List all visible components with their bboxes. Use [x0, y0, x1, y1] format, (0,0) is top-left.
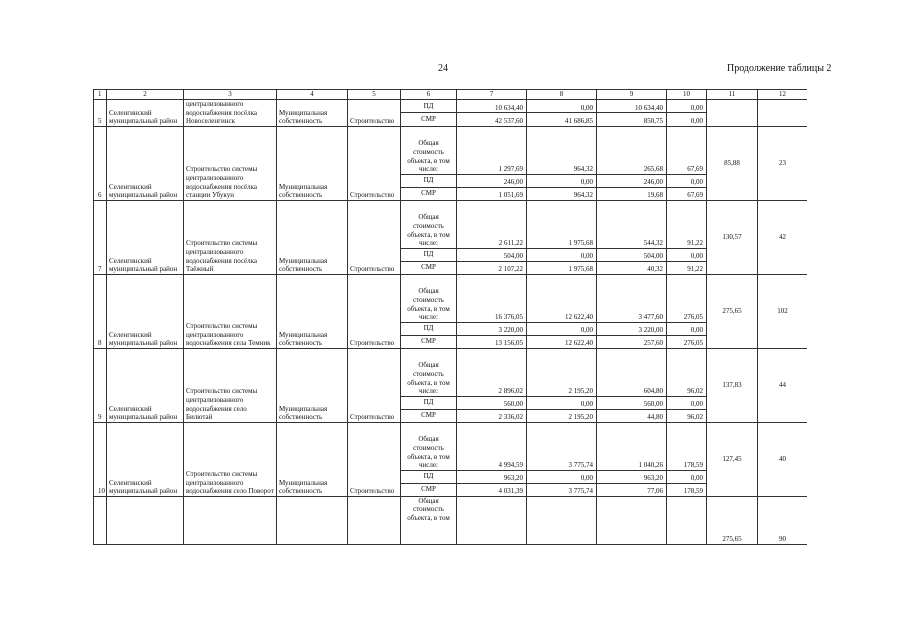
value-cell: 246,00 [457, 174, 527, 187]
value-cell: 10 634,40 [457, 100, 527, 113]
value-cell: 3 775,74 [527, 422, 597, 470]
ownership-cell: Муниципальная собственность [277, 100, 348, 127]
value-cell: 276,05 [667, 274, 707, 322]
project-cell: Строительство системы централизованного водоснабжения посёлка станции Убукун [184, 126, 277, 200]
value-cell: 1 297,69 [457, 126, 527, 174]
value-cell: 67,69 [667, 126, 707, 174]
value-cell: 504,00 [457, 248, 527, 261]
cost-label-pd: ПД [401, 396, 457, 409]
budget-table [93, 89, 807, 545]
value-cell: 0,00 [667, 322, 707, 335]
column-12-value: 102 [758, 274, 808, 348]
table-row [94, 100, 808, 113]
value-cell: 2 195,20 [527, 409, 597, 422]
row-number: 5 [94, 100, 107, 127]
value-cell: 0,00 [667, 248, 707, 261]
value-cell: 0,00 [667, 396, 707, 409]
empty-cell [348, 496, 401, 544]
value-cell: 77,06 [597, 483, 667, 496]
empty-cell [597, 496, 667, 544]
empty-cell [107, 496, 184, 544]
empty-cell [758, 100, 808, 127]
value-cell: 560,00 [457, 396, 527, 409]
column-12-value: 42 [758, 200, 808, 274]
value-cell: 0,00 [527, 248, 597, 261]
column-11-value: 275,65 [707, 496, 758, 544]
column-number: 5 [348, 90, 401, 100]
value-cell: 0,00 [667, 113, 707, 126]
value-cell: 96,02 [667, 348, 707, 396]
value-cell: 276,05 [667, 335, 707, 348]
row-number: 8 [94, 274, 107, 348]
value-cell: 1 040,26 [597, 422, 667, 470]
value-cell: 12 622,40 [527, 274, 597, 322]
ownership-cell: Муниципальная собственность [277, 422, 348, 496]
cost-label-pd: ПД [401, 322, 457, 335]
column-number: 11 [707, 90, 758, 100]
value-cell: 16 376,05 [457, 274, 527, 322]
value-cell: 96,02 [667, 409, 707, 422]
column-number-row [94, 90, 808, 100]
work-type-cell: Строительство [348, 422, 401, 496]
value-cell: 12 622,40 [527, 335, 597, 348]
project-cell: Строительство системы централизованного водоснабжения села Темник [184, 274, 277, 348]
value-cell: 2 107,22 [457, 261, 527, 274]
value-cell: 3 775,74 [527, 483, 597, 496]
value-cell: 4 031,39 [457, 483, 527, 496]
value-cell: 0,00 [527, 100, 597, 113]
row-number: 10 [94, 422, 107, 496]
value-cell: 67,69 [667, 187, 707, 200]
empty-cell [667, 496, 707, 544]
column-number: 3 [184, 90, 277, 100]
table-row [94, 422, 808, 470]
table-row [94, 126, 808, 174]
value-cell: 3 220,00 [597, 322, 667, 335]
cost-label-pd: ПД [401, 470, 457, 483]
value-cell: 178,59 [667, 422, 707, 470]
value-cell: 0,00 [667, 470, 707, 483]
value-cell: 178,59 [667, 483, 707, 496]
value-cell: 41 686,85 [527, 113, 597, 126]
column-number: 8 [527, 90, 597, 100]
table-row [94, 496, 808, 544]
value-cell: 19,68 [597, 187, 667, 200]
value-cell: 91,22 [667, 261, 707, 274]
table-continuation-caption: Продолжение таблицы 2 [727, 63, 832, 74]
value-cell: 0,00 [667, 100, 707, 113]
total-cost-label: Общая стоимость объекта, в том числе: [401, 126, 457, 174]
value-cell: 504,00 [597, 248, 667, 261]
column-number: 6 [401, 90, 457, 100]
value-cell: 3 477,60 [597, 274, 667, 322]
ownership-cell: Муниципальная собственность [277, 348, 348, 422]
work-type-cell: Строительство [348, 274, 401, 348]
ownership-cell: Муниципальная собственность [277, 200, 348, 274]
page-number: 24 [438, 63, 448, 74]
value-cell: 44,80 [597, 409, 667, 422]
table-row [94, 274, 808, 322]
value-cell: 0,00 [527, 470, 597, 483]
value-cell: 257,60 [597, 335, 667, 348]
column-11-value: 85,88 [707, 126, 758, 200]
cost-label-smr: СМР [401, 261, 457, 274]
empty-cell [184, 496, 277, 544]
value-cell: 604,80 [597, 348, 667, 396]
total-cost-label: Общая стоимость объекта, в том числе: [401, 274, 457, 322]
value-cell: 13 156,05 [457, 335, 527, 348]
value-cell: 2 611,22 [457, 200, 527, 248]
value-cell: 0,00 [527, 322, 597, 335]
total-cost-label: Общая стоимость объекта, в том [401, 496, 457, 544]
value-cell: 964,32 [527, 187, 597, 200]
column-11-value: 127,45 [707, 422, 758, 496]
value-cell: 265,68 [597, 126, 667, 174]
cost-label-smr: СМР [401, 483, 457, 496]
column-11-value: 275,65 [707, 274, 758, 348]
value-cell: 2 896,02 [457, 348, 527, 396]
value-cell: 10 634,40 [597, 100, 667, 113]
value-cell: 246,00 [597, 174, 667, 187]
value-cell: 91,22 [667, 200, 707, 248]
district-cell: Селенгинский муниципальный район [107, 126, 184, 200]
column-number: 7 [457, 90, 527, 100]
empty-cell [457, 496, 527, 544]
column-11-value: 130,57 [707, 200, 758, 274]
value-cell: 963,20 [457, 470, 527, 483]
column-12-value: 23 [758, 126, 808, 200]
district-cell: Селенгинский муниципальный район [107, 200, 184, 274]
row-number: 7 [94, 200, 107, 274]
cost-label-pd: ПД [401, 174, 457, 187]
value-cell: 2 195,20 [527, 348, 597, 396]
value-cell: 0,00 [667, 174, 707, 187]
total-cost-label: Общая стоимость объекта, в том числе: [401, 348, 457, 396]
empty-cell [277, 496, 348, 544]
column-number: 1 [94, 90, 107, 100]
budget-table-sheet [93, 89, 807, 568]
empty-cell [94, 496, 107, 544]
value-cell: 850,75 [597, 113, 667, 126]
cost-label-pd: ПД [401, 100, 457, 113]
project-cell: Строительство системы централизованного водоснабжения село Билютай [184, 348, 277, 422]
total-cost-label: Общая стоимость объекта, в том числе: [401, 422, 457, 470]
value-cell: 2 336,02 [457, 409, 527, 422]
ownership-cell: Муниципальная собственность [277, 274, 348, 348]
ownership-cell: Муниципальная собственность [277, 126, 348, 200]
value-cell: 1 975,68 [527, 200, 597, 248]
value-cell: 963,20 [597, 470, 667, 483]
table-row [94, 348, 808, 396]
work-type-cell: Строительство [348, 126, 401, 200]
value-cell: 1 051,69 [457, 187, 527, 200]
district-cell: Селенгинский муниципальный район [107, 100, 184, 127]
column-12-value: 40 [758, 422, 808, 496]
column-number: 2 [107, 90, 184, 100]
project-cell: централизованного водоснабжения посёлка Новоселенгинск [184, 100, 277, 127]
value-cell: 964,32 [527, 126, 597, 174]
project-cell: Строительство системы централизованного водоснабжения посёлка Таёжный [184, 200, 277, 274]
row-number: 6 [94, 126, 107, 200]
value-cell: 560,00 [597, 396, 667, 409]
work-type-cell: Строительство [348, 100, 401, 127]
cost-label-pd: ПД [401, 248, 457, 261]
cost-label-smr: СМР [401, 187, 457, 200]
value-cell: 4 994,59 [457, 422, 527, 470]
column-number: 4 [277, 90, 348, 100]
value-cell: 3 220,00 [457, 322, 527, 335]
cost-label-smr: СМР [401, 409, 457, 422]
project-cell: Строительство системы централизованного водоснабжения село Поворот [184, 422, 277, 496]
column-12-value: 90 [758, 496, 808, 544]
value-cell: 42 537,60 [457, 113, 527, 126]
value-cell: 0,00 [527, 396, 597, 409]
total-cost-label: Общая стоимость объекта, в том числе: [401, 200, 457, 248]
district-cell: Селенгинский муниципальный район [107, 348, 184, 422]
empty-cell [707, 100, 758, 127]
cost-label-smr: СМР [401, 113, 457, 126]
column-11-value: 137,83 [707, 348, 758, 422]
work-type-cell: Строительство [348, 200, 401, 274]
empty-cell [527, 496, 597, 544]
table-row [94, 200, 808, 248]
district-cell: Селенгинский муниципальный район [107, 422, 184, 496]
value-cell: 40,32 [597, 261, 667, 274]
column-12-value: 44 [758, 348, 808, 422]
value-cell: 544,32 [597, 200, 667, 248]
column-number: 12 [758, 90, 808, 100]
column-number: 9 [597, 90, 667, 100]
column-number: 10 [667, 90, 707, 100]
value-cell: 0,00 [527, 174, 597, 187]
cost-label-smr: СМР [401, 335, 457, 348]
row-number: 9 [94, 348, 107, 422]
work-type-cell: Строительство [348, 348, 401, 422]
district-cell: Селенгинский муниципальный район [107, 274, 184, 348]
value-cell: 1 975,68 [527, 261, 597, 274]
